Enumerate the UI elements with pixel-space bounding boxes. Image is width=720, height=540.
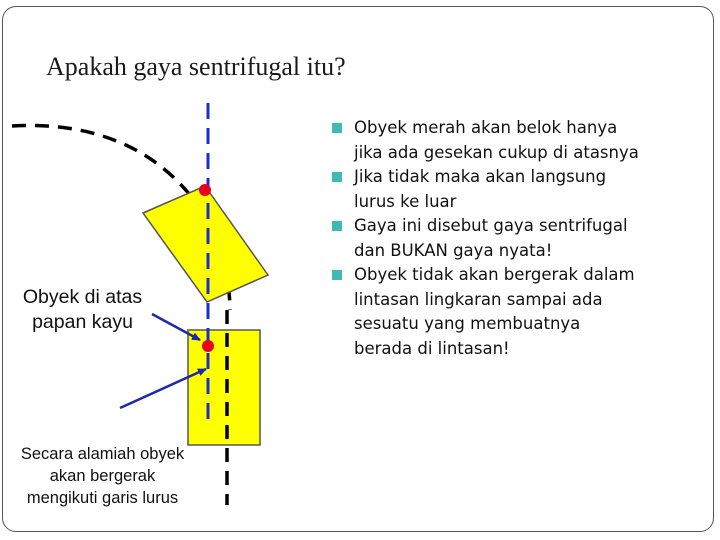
- square-bullet-icon: [332, 221, 342, 231]
- label-line: Obyek di atas: [22, 286, 143, 308]
- red-object-top: [199, 184, 211, 196]
- bullet-line: jika ada gesekan cukup di atasnya: [354, 142, 639, 162]
- bullet-line: Obyek merah akan belok hanya: [354, 118, 618, 137]
- bullet-line: dan BUKAN gaya nyata!: [354, 240, 553, 260]
- bullet-line: lintasan lingkaran sampai ada: [354, 289, 603, 309]
- slide-title: Apakah gaya sentrifugal itu?: [46, 52, 346, 81]
- bullet-line: Obyek tidak akan bergerak dalam: [354, 265, 635, 284]
- bullet-item: [330, 116, 705, 165]
- label-line: mengikuti garis lurus: [26, 489, 179, 507]
- bullet-line: Jika tidak maka akan langsung: [354, 167, 607, 186]
- bullet-line: lurus ke luar: [354, 191, 457, 211]
- bullet-line: berada di lintasan!: [354, 338, 510, 358]
- label-object-on-board: [0, 285, 165, 335]
- square-bullet-icon: [332, 172, 342, 182]
- red-object-bottom: [202, 340, 214, 352]
- bullet-item: [330, 165, 705, 214]
- bullet-item: [330, 214, 705, 263]
- straight-board: [188, 330, 260, 445]
- bullet-item: [330, 263, 705, 361]
- bullet-line: Gaya ini disebut gaya sentrifugal: [354, 216, 628, 235]
- label-line: Secara alamiah obyek: [20, 445, 185, 463]
- bullet-line: sesuatu yang membuatnya: [354, 314, 581, 333]
- bullet-list: [330, 116, 705, 361]
- label-line: papan kayu: [32, 311, 133, 333]
- label-line: akan bergerak: [49, 467, 156, 485]
- label-natural-motion: [0, 443, 205, 509]
- square-bullet-icon: [332, 270, 342, 280]
- square-bullet-icon: [332, 123, 342, 133]
